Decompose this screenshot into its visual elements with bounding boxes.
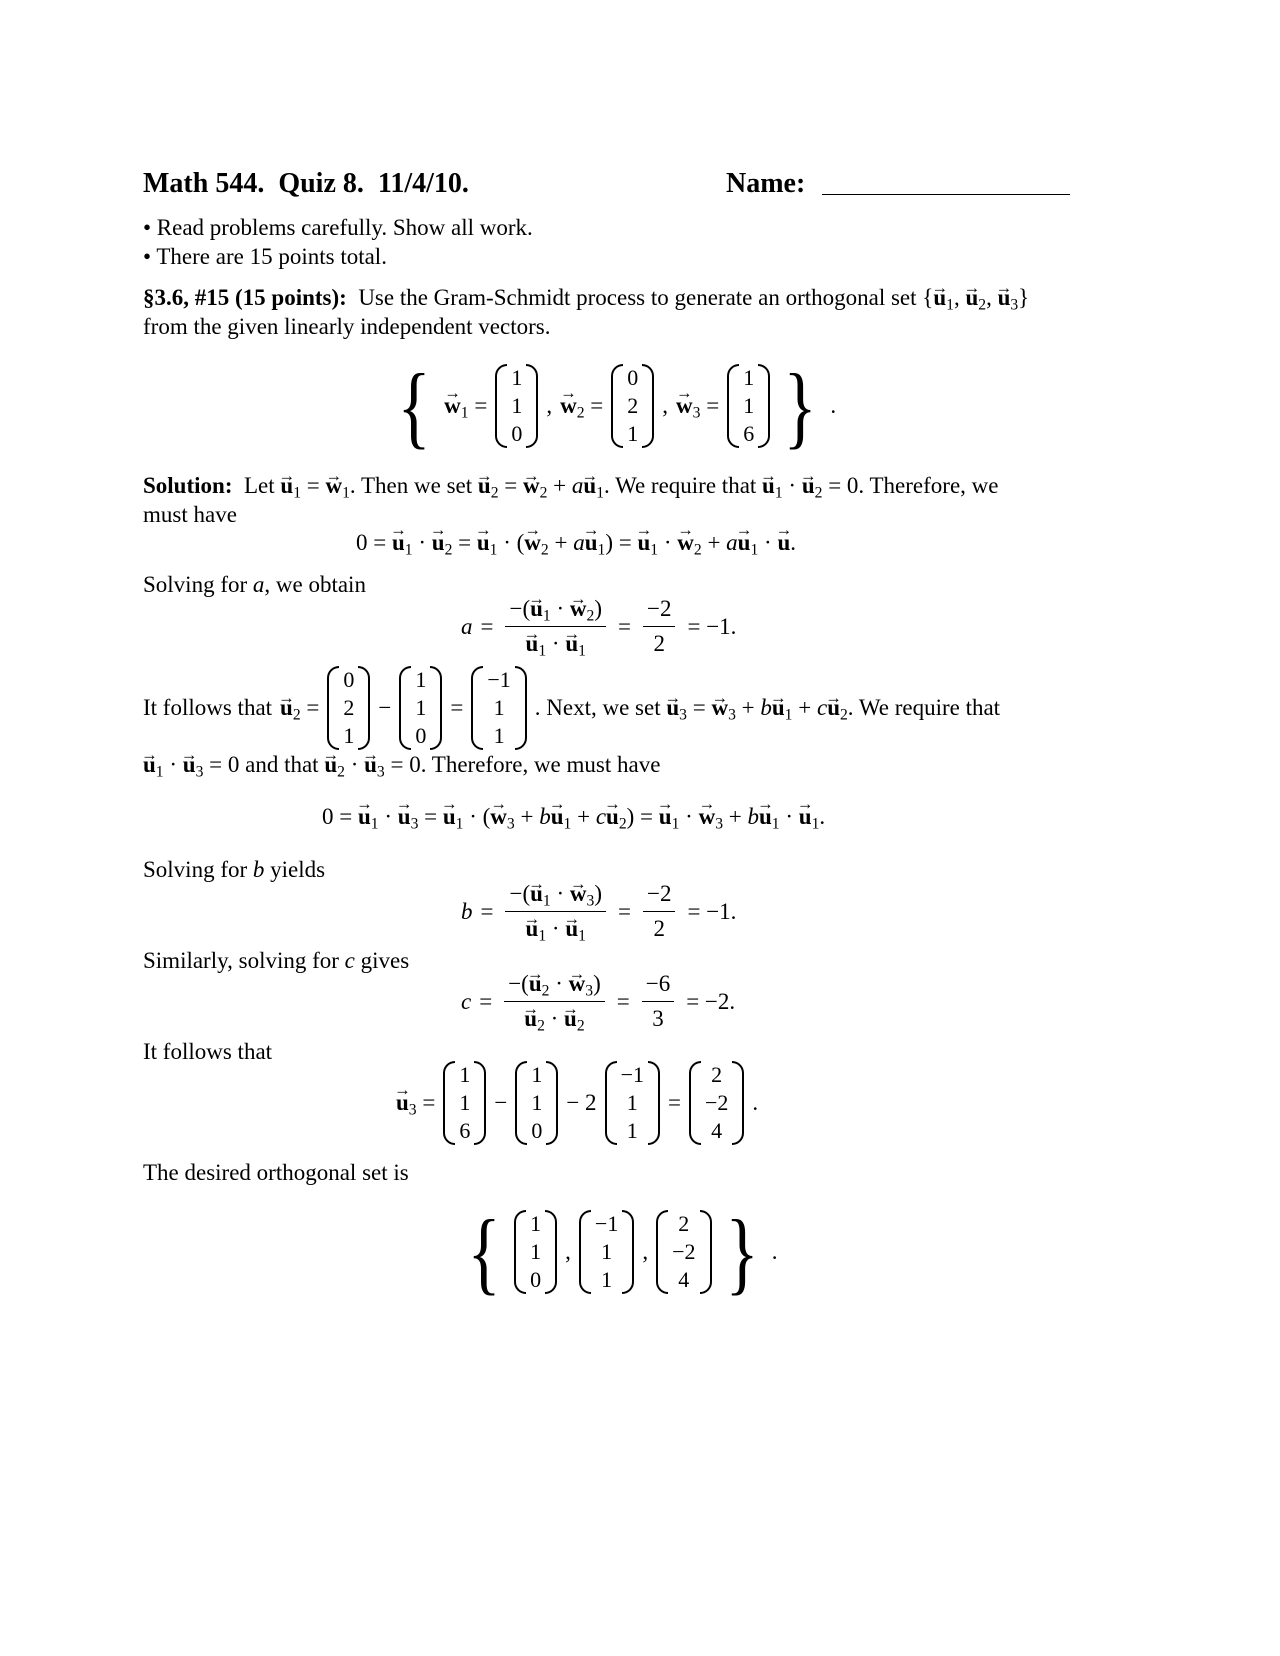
quiz-label: Quiz 8. xyxy=(278,168,364,199)
quiz-title xyxy=(143,168,469,200)
desired-set-text: The desired orthogonal set is xyxy=(143,1160,409,1185)
right-brace: } xyxy=(783,355,817,457)
final-u2-vector: −1 1 1 xyxy=(579,1210,634,1294)
final-orthogonal-set: { 1 1 0 , −1 1 1 , 2 −2 4 } . xyxy=(467,1201,778,1303)
u3-w3-vector: 1 1 6 xyxy=(443,1061,486,1145)
u3-u2-vector: −1 1 1 xyxy=(605,1061,660,1145)
a-denominator: 2 xyxy=(653,631,665,656)
solving-for-a: Solving for a, we obtain xyxy=(143,572,366,597)
solution-line-1: Solution: Let → $u_1$ = → $w_1$. Then we set → $u_2$ = → $w_2 + a\to u_1$. We require that → $u_1$ · → $u_2 = 0$. Therefore, we xyxy=(143,472,998,500)
solution-line-2: must have xyxy=(143,502,237,527)
it-follows-that: It follows that xyxy=(143,1039,273,1064)
b-numerator: −2 xyxy=(643,880,675,912)
final-right-brace: } xyxy=(725,1201,759,1303)
a-value: = −1. xyxy=(687,613,737,639)
left-brace: { xyxy=(397,355,431,457)
name-label: Name: xyxy=(726,168,806,199)
problem-label: §3.6, #15 (15 points): xyxy=(143,285,347,310)
problem-line-2: from the given linearly independent vectors. xyxy=(143,314,551,339)
final-left-brace: { xyxy=(467,1201,501,1303)
u2-u1-vector: 1 1 0 xyxy=(399,666,442,750)
u2-w2-vector: 0 2 1 xyxy=(327,666,370,750)
w3-symbol: → $w_3$ = xyxy=(676,393,719,419)
c-denominator: 3 xyxy=(652,1006,664,1031)
date-label: 11/4/10. xyxy=(377,168,469,199)
name-line[interactable] xyxy=(822,194,1070,195)
solution-label: Solution: xyxy=(143,473,233,498)
u3-coefficient: − 2 xyxy=(566,1090,597,1115)
b-denominator: 2 xyxy=(653,916,665,941)
solving-for-c: Similarly, solving for c gives xyxy=(143,948,410,973)
orthogonal-set-symbol: {→ $u_1$, → $u_2$, → $u_3$} xyxy=(922,285,1029,310)
instruction-2: • There are 15 points total. xyxy=(143,244,387,269)
w1-vector: 1 1 0 xyxy=(495,364,538,448)
equation-u1-dot-u3: 0 = → $u_1$ · → $u_3$ = → $u_1$ · (→ $w_3 + b\to u_1 + c\to u_2$) = → $u_1$ · → $w_3 + b\to u_1$ · → $u_1$. xyxy=(322,804,825,830)
course-label: Math 544. xyxy=(143,168,265,199)
b-value: = −1. xyxy=(687,898,737,924)
final-u3-vector: 2 −2 4 xyxy=(656,1210,711,1294)
equation-b: b = −(→ $u_1$ · → $w_3$) → $u_1$ · → $u_1$ = $\frac{-2}{2}$ = −1. xyxy=(461,880,736,943)
u2-line: It follows that → $u_2$ = 0 2 1 − 1 1 0 = −1 1 1 . Next, we set → $u_3$ = → $w_3 + b\to u_1 + c\to u_2$. We require that xyxy=(143,666,1000,750)
instruction-1: • Read problems carefully. Show all work. xyxy=(143,215,533,240)
c-numerator: −6 xyxy=(642,970,674,1002)
w3-vector: 1 1 6 xyxy=(727,364,770,448)
u3-u1-vector: 1 1 0 xyxy=(515,1061,558,1145)
w1-symbol: → $w_1$ = xyxy=(444,393,487,419)
equation-a: a = −(→ $u_1$ · → $w_2$) → $u_1$ · → $u_1$ = $\frac{-2}{2}$ = −1. xyxy=(461,595,736,658)
u3-equation: → $u_3$ = 1 1 6 − 1 1 0 − 2 −1 1 1 = 2 −2 4 . xyxy=(396,1061,758,1145)
given-vectors: { → $w_1$ = 1 1 0 , → $w_2$ = 0 2 1 , → $w_3$ = 1 1 6 } . xyxy=(392,364,836,448)
equation-u1-dot-u2: 0 = → $u_1$ · → $u_2$ = → $u_1$ · (→ $w_2 + a\to u_1$) = → $u_1$ · → $w_2 + a\to u_1$ · → u. xyxy=(356,530,796,556)
equation-c: c = −(→ $u_2$ · → $w_3$) → $u_2$ · → $u_2$ = $\frac{-6}{3}$ = −2. xyxy=(461,970,735,1033)
c-value: = −2. xyxy=(686,988,736,1014)
problem-line-1 xyxy=(143,284,1029,312)
problem-text-1: Use the Gram-Schmidt process to generate an orthogonal set xyxy=(358,285,917,310)
u3-result-vector: 2 −2 4 xyxy=(689,1061,744,1145)
final-u1-vector: 1 1 0 xyxy=(514,1210,557,1294)
w2-vector: 0 2 1 xyxy=(611,364,654,448)
a-numerator: −2 xyxy=(643,595,675,627)
orthogonality-conditions: → $u_1$ · → $u_3 = 0$ and that → $u_2$ · → $u_3 = 0$. Therefore, we must have xyxy=(143,751,660,779)
u2-result-vector: −1 1 1 xyxy=(471,666,526,750)
w2-symbol: → $w_2$ = xyxy=(560,393,603,419)
solving-for-b: Solving for b yields xyxy=(143,857,326,882)
